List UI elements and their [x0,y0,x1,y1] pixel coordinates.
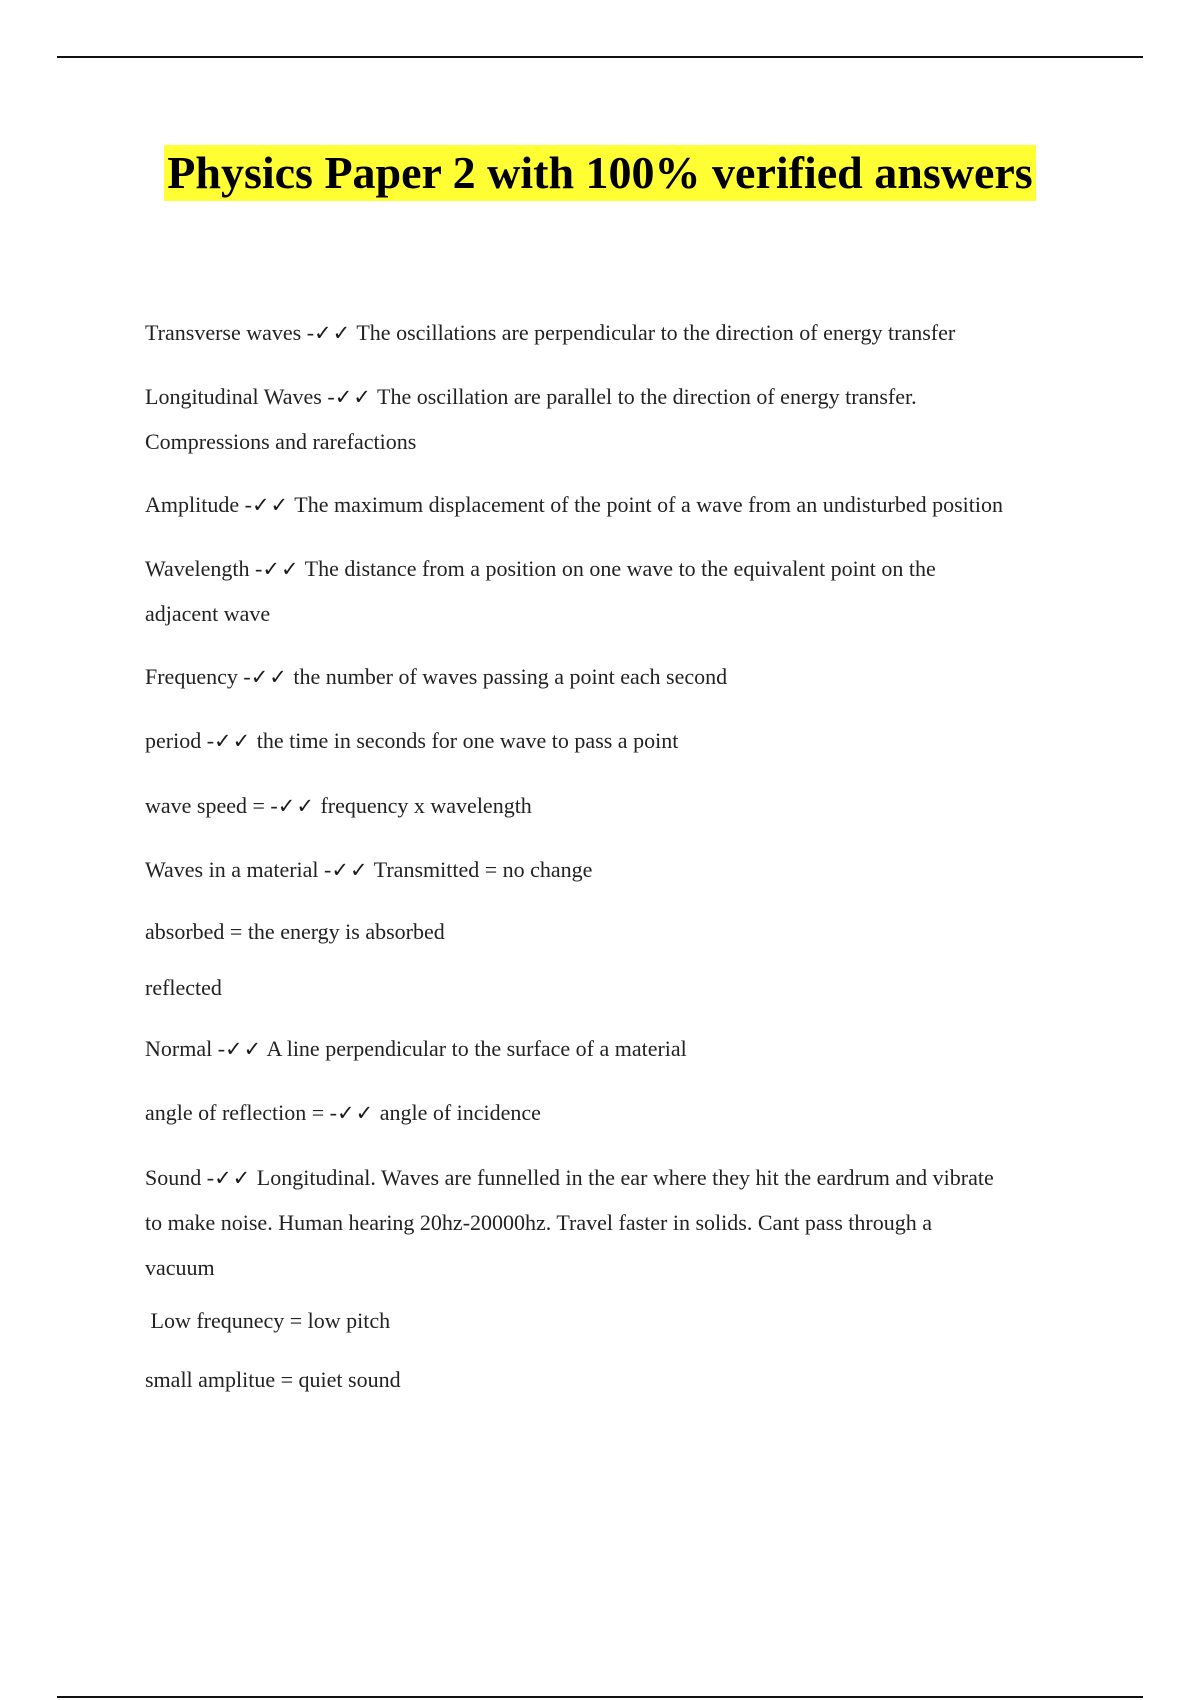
entry-normal [145,1027,1145,1071]
entry-angle-of-reflection [145,1091,1145,1135]
entry-line [145,1156,1145,1201]
term: Sound - [145,1165,215,1190]
double-check-icon: ✓✓ [251,493,290,517]
double-check-icon: ✓✓ [214,729,252,753]
entry-sound [145,1156,1145,1288]
term: Transverse waves - [145,320,315,345]
answer-line: frequency x wavelength [320,793,532,818]
answer-line: A line perpendicular to the surface of a material [266,1036,687,1061]
answer-line: The oscillation are parallel to the direction of energy transfer. [377,384,917,409]
double-check-icon: ✓✓ [262,557,300,581]
double-check-icon: ✓✓ [314,321,352,345]
answer-line: angle of incidence [379,1100,541,1125]
entry-period [145,719,1145,763]
top-rule [57,56,1143,58]
answer-line: to make noise. Human hearing 20hz-20000hz. Travel faster in solids. Cant pass through a [145,1210,932,1235]
entry-amplitude [145,483,1145,527]
double-check-icon: ✓✓ [250,665,288,689]
entry-wavelength [145,547,1145,637]
term: Frequency - [145,664,251,689]
answer-line: the number of waves passing a point each second [293,664,728,689]
entry-frequency [145,655,1145,699]
answer-line: reflected [145,975,222,1000]
entry-longitudinal-waves [145,375,1145,465]
bottom-rule [57,1696,1143,1698]
term: Amplitude - [145,492,252,517]
answer-line: The oscillations are perpendicular to the direction of energy transfer [356,320,956,345]
double-check-icon: ✓✓ [214,1166,252,1190]
answer-line: vacuum [145,1255,215,1280]
answer-line: Compressions and rarefactions [145,429,417,454]
answer-line: the time in seconds for one wave to pass a point [256,728,679,753]
term: period - [145,728,215,753]
entry-waves-in-a-material [145,848,1145,892]
answer-line: Transmitted = no change [373,857,593,882]
answer-line: Low frequnecy = low pitch [145,1308,391,1333]
entry-line [145,375,1145,420]
answer-line: absorbed = the energy is absorbed [145,919,445,944]
entry-transverse-waves [145,311,1145,355]
double-check-icon: ✓✓ [334,385,372,409]
entry-line [145,547,1145,592]
title-container [0,145,1200,201]
double-check-icon: ✓✓ [331,858,369,882]
term: Waves in a material - [145,857,332,882]
entry-wave-speed [145,784,1145,828]
double-check-icon: ✓✓ [277,794,315,818]
double-check-icon: ✓✓ [336,1101,375,1125]
term: Longitudinal Waves - [145,384,335,409]
answer-line: adjacent wave [145,601,271,626]
answer-line: The maximum displacement of the point of a wave from an undisturbed position [294,492,1003,517]
answer-line: small amplitue = quiet sound [145,1367,401,1392]
double-check-icon: ✓✓ [225,1037,263,1061]
answer-line: The distance from a position on one wave to the equivalent point on the [304,556,936,581]
term: wave speed = - [145,793,278,818]
term: angle of reflection = - [145,1100,337,1125]
page-title: Physics Paper 2 with 100% verified answers [164,145,1035,201]
term: Normal - [145,1036,226,1061]
answer-line: Longitudinal. Waves are funnelled in the ear where they hit the eardrum and vibrate [256,1165,994,1190]
term: Wavelength - [145,556,263,581]
